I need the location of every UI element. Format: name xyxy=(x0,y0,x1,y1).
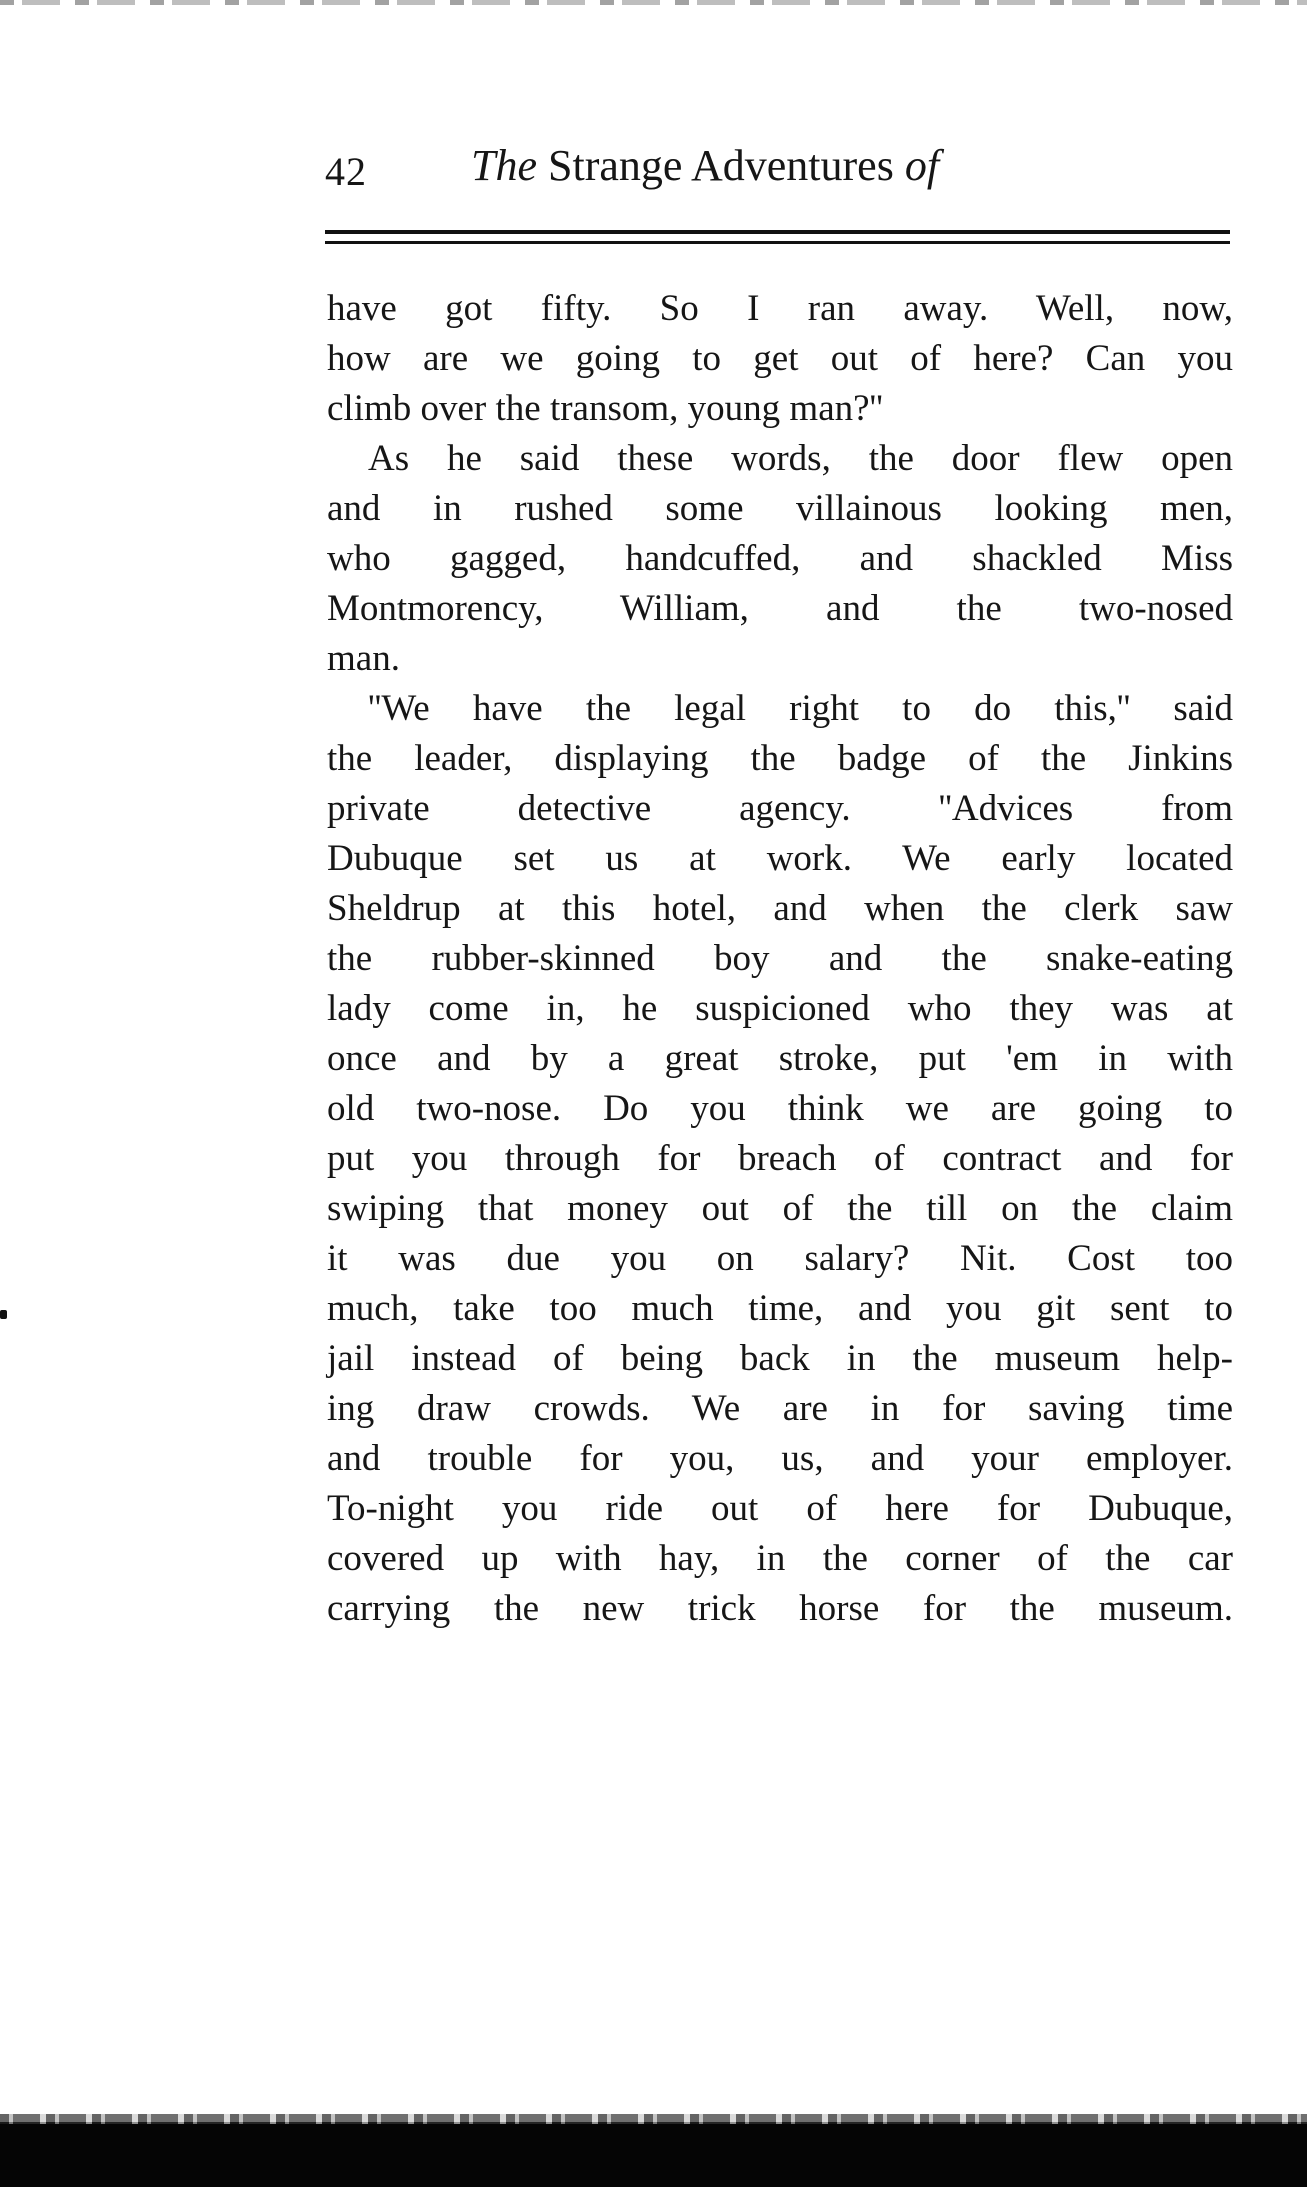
header-rule-thick xyxy=(325,230,1230,234)
body-text xyxy=(327,284,1233,1634)
running-title xyxy=(471,140,939,191)
page-number: 42 xyxy=(325,149,367,194)
text-line: ing draw crowds. We are in for saving time xyxy=(327,1388,1233,1429)
text-line: have got fifty. So I ran away. Well, now, xyxy=(327,288,1233,329)
text-line: once and by a great stroke, put 'em in with xyxy=(327,1038,1233,1079)
text-line: lady come in, he suspicioned who they was at xyxy=(327,988,1233,1029)
text-line: jail instead of being back in the museum help- xyxy=(327,1338,1233,1379)
text-line: Dubuque set us at work. We early located xyxy=(327,838,1233,879)
text-line: ''We have the legal right to do this,'' said xyxy=(368,688,1233,729)
running-title-of: of xyxy=(904,141,940,190)
text-line: swiping that money out of the till on the claim xyxy=(327,1188,1233,1229)
text-line: climb over the transom, young man?'' xyxy=(327,388,883,429)
scan-top-edge xyxy=(0,0,1307,5)
text-line: Montmorency, William, and the two-nosed xyxy=(327,588,1233,629)
header-rule-thin xyxy=(325,241,1230,244)
text-line: As he said these words, the door flew open xyxy=(368,438,1233,479)
running-title-the: The xyxy=(471,141,537,190)
scan-bottom-edge xyxy=(0,2122,1307,2187)
running-title-main: Strange Adventures xyxy=(548,141,894,190)
text-line: and in rushed some villainous looking men, xyxy=(327,488,1233,529)
text-line: and trouble for you, us, and your employer. xyxy=(327,1438,1233,1479)
text-line: Sheldrup at this hotel, and when the clerk saw xyxy=(327,888,1233,929)
text-line: much, take too much time, and you git sent to xyxy=(327,1288,1233,1329)
text-line: put you through for breach of contract and for xyxy=(327,1138,1233,1179)
text-line: who gagged, handcuffed, and shackled Miss xyxy=(327,538,1233,579)
text-line: covered up with hay, in the corner of the car xyxy=(327,1538,1233,1579)
text-line: carrying the new trick horse for the museum. xyxy=(327,1588,1233,1629)
text-line: old two-nose. Do you think we are going to xyxy=(327,1088,1233,1129)
ink-speck xyxy=(0,1310,7,1319)
text-line: the leader, displaying the badge of the Jinkins xyxy=(327,738,1233,779)
text-line: private detective agency. ''Advices from xyxy=(327,788,1233,829)
text-line: the rubber-skinned boy and the snake-eating xyxy=(327,938,1233,979)
text-line: To-night you ride out of here for Dubuque, xyxy=(327,1488,1233,1529)
text-line: man. xyxy=(327,638,400,679)
running-head xyxy=(325,140,1230,200)
text-line: it was due you on salary? Nit. Cost too xyxy=(327,1238,1233,1279)
text-line: how are we going to get out of here? Can you xyxy=(327,338,1233,379)
